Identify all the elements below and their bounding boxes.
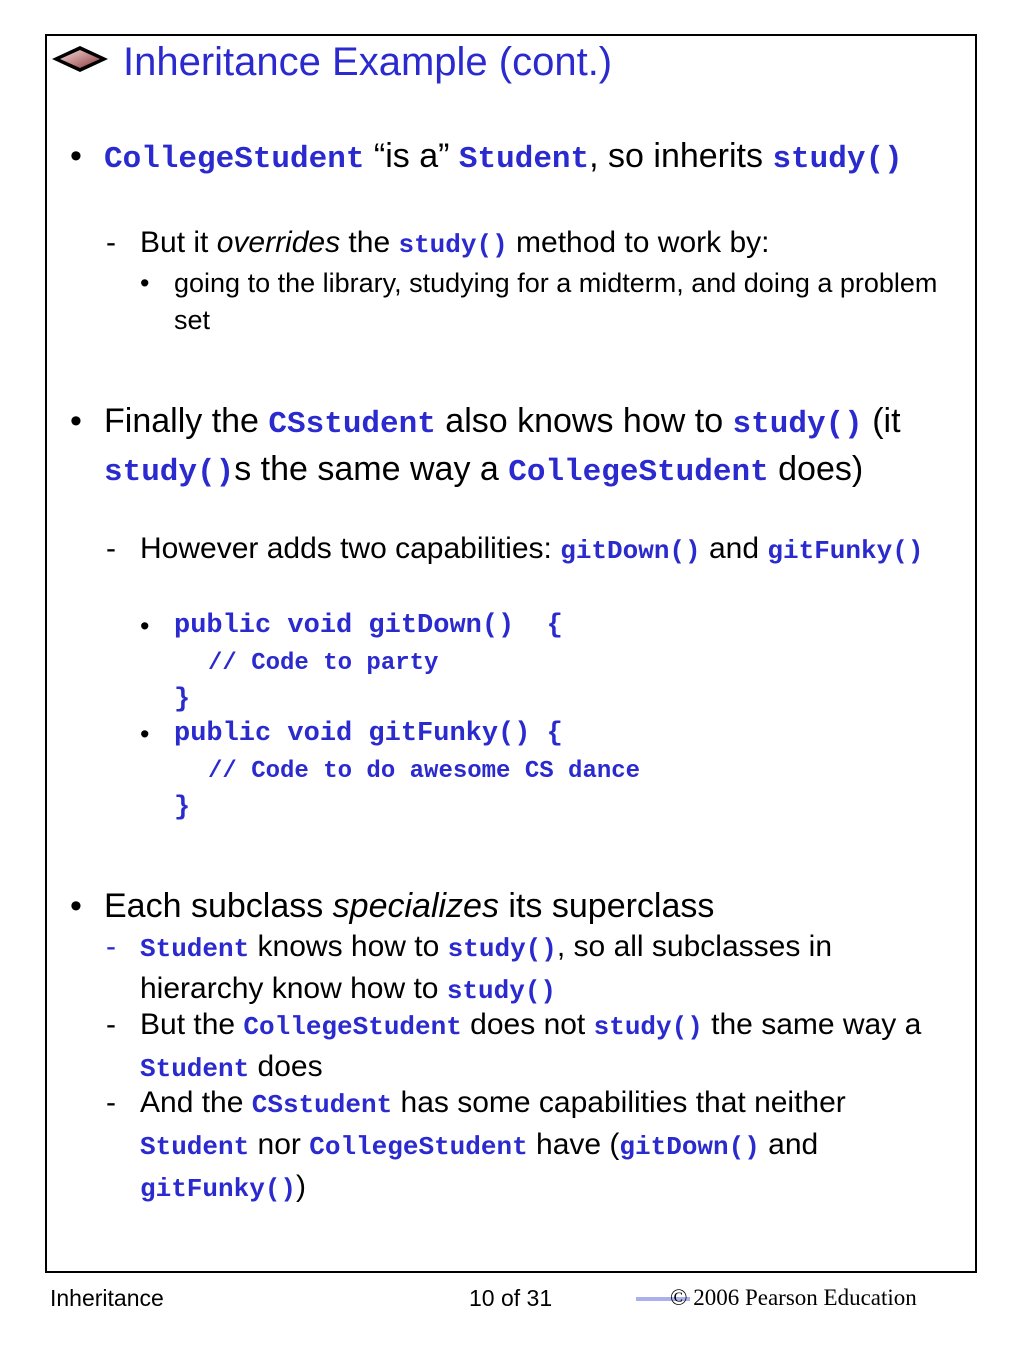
code-student: Student bbox=[140, 934, 250, 964]
text: nor bbox=[249, 1128, 310, 1161]
text: does not bbox=[461, 1008, 594, 1041]
bullet-marker: • bbox=[140, 719, 150, 749]
text: knows how to bbox=[249, 930, 448, 963]
bullet-marker: • bbox=[140, 268, 150, 298]
text: (it bbox=[862, 402, 901, 440]
text: and bbox=[759, 1128, 819, 1161]
sub-bullet-capabilities bbox=[106, 529, 946, 571]
text: the bbox=[340, 226, 399, 259]
code-line: public void gitFunky() { bbox=[174, 719, 563, 749]
code-comment-line: // Code to party bbox=[208, 650, 439, 677]
code-college-student: CollegeStudent bbox=[309, 1132, 528, 1162]
text: has some capabilities that neither bbox=[392, 1086, 846, 1119]
code-csstudent: CSstudent bbox=[268, 407, 436, 442]
text: “is a” bbox=[364, 137, 459, 175]
bullet-marker: • bbox=[70, 887, 82, 925]
text: , so all subclasses in hierarchy know how to bbox=[140, 930, 833, 1005]
dash-marker: - bbox=[106, 1008, 116, 1041]
diamond-bullet-icon bbox=[50, 42, 110, 76]
code-line: } bbox=[174, 685, 191, 715]
code-study: study() bbox=[446, 976, 557, 1006]
footer-page-number: 10 of 31 bbox=[469, 1285, 553, 1311]
bullet-text: going to the library, studying for a midterm, and doing a problem set bbox=[174, 268, 938, 335]
text: And the bbox=[140, 1086, 252, 1119]
code-line: public void gitDown() { bbox=[174, 611, 563, 641]
text: , so inherits bbox=[589, 137, 773, 175]
code-block-gitfunky bbox=[140, 716, 940, 827]
dash-marker: - bbox=[106, 930, 116, 963]
dash-marker: - bbox=[106, 1086, 116, 1119]
text: Each subclass bbox=[104, 887, 333, 925]
code-student: Student bbox=[458, 142, 590, 177]
code-study: study() bbox=[104, 455, 235, 490]
text: However adds two capabilities: bbox=[140, 532, 561, 565]
text: Finally the bbox=[104, 402, 269, 440]
code-study: study() bbox=[593, 1012, 703, 1042]
text: have ( bbox=[527, 1128, 620, 1161]
bullet-csstudent bbox=[70, 399, 950, 495]
emphasis-text: overrides bbox=[216, 226, 341, 259]
bullet-specializes bbox=[70, 884, 950, 928]
code-line: } bbox=[174, 793, 191, 823]
text: the same way a bbox=[702, 1008, 922, 1041]
code-study: study() bbox=[398, 230, 508, 260]
text: s the same way a bbox=[234, 450, 509, 488]
bullet-marker: • bbox=[70, 402, 82, 440]
code-college-student: CollegeStudent bbox=[104, 142, 365, 177]
code-gitdown: gitDown() bbox=[560, 536, 701, 566]
text: But it bbox=[140, 226, 217, 259]
code-college-student: CollegeStudent bbox=[508, 455, 769, 490]
slide-title: Inheritance Example (cont.) bbox=[123, 40, 613, 84]
bullet-marker: • bbox=[140, 611, 150, 641]
text: But the bbox=[140, 1008, 244, 1041]
emphasis-text: specializes bbox=[332, 887, 499, 925]
code-comment-line: // Code to do awesome CS dance bbox=[208, 758, 641, 785]
code-csstudent: CSstudent bbox=[251, 1090, 393, 1120]
code-gitfunky: gitFunky() bbox=[767, 536, 924, 566]
sub-bullet-collegestudent-study bbox=[106, 1005, 946, 1089]
code-student: Student bbox=[140, 1132, 250, 1162]
bullet-college-student bbox=[70, 134, 950, 182]
sub-bullet-overrides bbox=[106, 223, 946, 265]
code-study: study() bbox=[447, 934, 557, 964]
bullet-marker: • bbox=[70, 137, 82, 175]
dash-marker: - bbox=[106, 532, 116, 565]
dash-marker: - bbox=[106, 226, 116, 259]
text: method to work by: bbox=[507, 226, 770, 259]
footer-copyright: © 2006 Pearson Education bbox=[670, 1285, 917, 1310]
code-study: study() bbox=[732, 407, 863, 442]
code-college-student: CollegeStudent bbox=[243, 1012, 462, 1042]
footer-topic: Inheritance bbox=[50, 1285, 164, 1311]
text: also knows how to bbox=[435, 402, 733, 440]
text: does bbox=[249, 1050, 323, 1083]
code-student: Student bbox=[140, 1054, 250, 1084]
code-study: study() bbox=[772, 142, 903, 177]
code-gitfunky: gitFunky() bbox=[140, 1174, 297, 1204]
code-gitdown: gitDown() bbox=[619, 1132, 760, 1162]
text: and bbox=[700, 532, 768, 565]
text: ) bbox=[296, 1170, 307, 1203]
sub-sub-bullet-library bbox=[140, 265, 940, 339]
sub-bullet-student-study bbox=[106, 927, 946, 1011]
text: its superclass bbox=[498, 887, 715, 925]
sub-bullet-csstudent-capabilities bbox=[106, 1083, 946, 1209]
text: does) bbox=[768, 450, 864, 488]
code-block-gitdown bbox=[140, 608, 940, 719]
